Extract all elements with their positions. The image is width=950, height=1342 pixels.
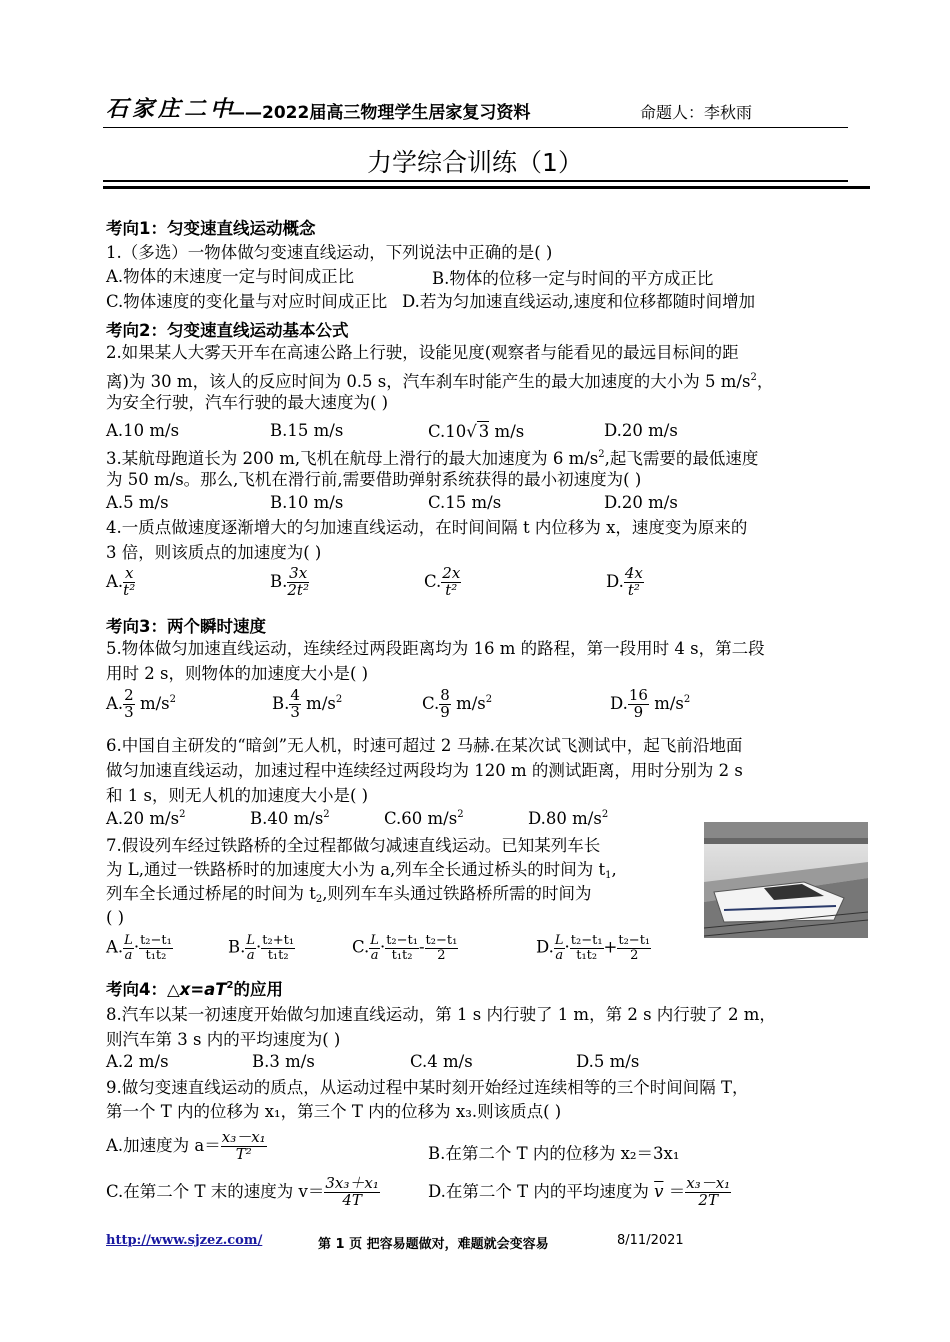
q2-option-a: A.10 m/s <box>106 421 180 440</box>
q3-option-d: D.20 m/s <box>604 493 678 512</box>
q6-option-a: A.20 $m/s^2$ <box>106 809 186 828</box>
q5-option-b: B. $\frac{4}{3}$ $m/s^2$ <box>272 686 343 721</box>
q9-line-2: 第一个 T 内的位移为 x₁，第三个 T 内的位移为 x₃.则该质点( ) <box>106 1102 562 1121</box>
title-rule-thin <box>103 180 848 182</box>
q1-option-d: D.若为匀加速直线运动,速度和位移都随时间增加 <box>402 292 756 311</box>
q9-line-1: 9.做匀变速直线运动的质点，从运动过程中某时刻开始经过连续相等的三个时间间隔 T， <box>106 1078 749 1097</box>
high-speed-train-photo <box>704 822 868 938</box>
school-logo: 石家庄二中 <box>106 96 237 122</box>
q3-option-b: B.10 m/s <box>270 493 344 512</box>
footer-website-link[interactable]: http://www.sjzez.com/ <box>106 1233 263 1248</box>
section-heading-3: 考向3：两个瞬时速度 <box>106 617 266 636</box>
q8-option-a: A.2 m/s <box>106 1052 169 1071</box>
q5-option-d: D. $\frac{16}{9}$ $m/s^2$ <box>610 686 691 721</box>
q7-line-3: 列车全长通过桥尾的时间为 $t_2$,则列车车头通过铁路桥所需的时间为 <box>106 884 592 905</box>
q1-option-c: C.物体速度的变化量与对应时间成正比 <box>106 292 388 311</box>
q3-line-1: 3.某航母跑道长为 200 m,飞机在航母上滑行的最大加速度为 6 $m/s^2$,起飞需要的最低速度 <box>106 449 759 468</box>
q4-option-a: A. $\frac{x}{\text{t²}}$ <box>106 564 136 599</box>
q5-option-c: C. $\frac{8}{9}$ $m/s^2$ <box>422 686 493 721</box>
q9-option-b: B.在第二个 T 内的位移为 x₂＝3x₁ <box>428 1144 680 1163</box>
q7-line-4: ( ) <box>106 908 125 927</box>
q7-option-b: B. $\frac{L}{a}$ · $\frac{\text{t₂+t₁}}{\text{t₁t₂}}$ <box>228 933 295 963</box>
q6-option-c: C.60 $m/s^2$ <box>384 809 464 828</box>
q5-option-a: A. $\frac{2}{3}$ $m/s^2$ <box>106 686 177 721</box>
q4-line-2: 3 倍，则该质点的加速度为( ) <box>106 543 322 562</box>
q3-line-2: 为 50 m/s。那么,飞机在滑行前,需要借助弹射系统获得的最小初速度为( ) <box>106 470 642 489</box>
section-heading-2: 考向2：匀变速直线运动基本公式 <box>106 321 349 340</box>
section-heading-1: 考向1：匀变速直线运动概念 <box>106 219 316 238</box>
sqrt-symbol: √ <box>466 422 477 441</box>
q3-option-c: C.15 m/s <box>428 493 502 512</box>
q9-option-a: A.加速度为 a＝ $\frac{\text{x₃－x₁}}{\text{T²}}$ <box>106 1128 266 1163</box>
q8-option-c: C.4 m/s <box>410 1052 473 1071</box>
q2-line-3: 为安全行驶，汽车行驶的最大速度为( ) <box>106 393 389 412</box>
q4-option-c: C. $\frac{2x}{\text{t²}}$ <box>424 564 461 599</box>
header-author: 命题人：李秋雨 <box>640 103 753 122</box>
section-heading-4: 考向4：$\triangle x=aT^2$的应用 <box>106 980 283 999</box>
q8-line-2: 则汽车第 3 s 内的平均速度为( ) <box>106 1030 341 1049</box>
q7-option-a: A. $\frac{L}{a}$ · $\frac{\text{t₂−t₁}}{\text{t₁t₂}}$ <box>106 933 172 963</box>
q5-line-2: 用时 2 s，则物体的加速度大小是( ) <box>106 664 369 683</box>
q6-line-1: 6.中国自主研发的“暗剑”无人机，时速可超过 2 马赫.在某次试飞测试中，起飞前沿地面 <box>106 736 743 755</box>
q1-option-b: B.物体的位移一定与时间的平方成正比 <box>432 269 714 288</box>
q6-option-b: B.40 $m/s^2$ <box>250 809 330 828</box>
q9-option-d: D.在第二个 T 内的平均速度为 $\overline{v}$ ＝ $\frac{\text{x₃－x₁}}{2T}$ <box>428 1174 731 1209</box>
q2-option-b: B.15 m/s <box>270 421 344 440</box>
q7-line-2: 为 L,通过一铁路桥时的加速度大小为 a,列车全长通过桥头的时间为 $t_1$, <box>106 860 617 881</box>
q5-line-1: 5.物体做匀加速直线运动，连续经过两段距离均为 16 m 的路程，第一段用时 4 s，第二段 <box>106 639 765 658</box>
q6-option-d: D.80 $m/s^2$ <box>528 809 609 828</box>
q3-option-a: A.5 m/s <box>106 493 169 512</box>
q8-option-d: D.5 m/s <box>576 1052 640 1071</box>
q1-option-a: A.物体的末速度一定与时间成正比 <box>106 267 355 286</box>
q2-line-2: 离)为 30 m，该人的反应时间为 0.5 s，汽车刹车时能产生的最大加速度的大小为 5 $m/s^2$， <box>106 372 774 391</box>
q9-option-c: C.在第二个 T 末的速度为 v＝ $\frac{\text{3x₃＋x₁}}{4T}$ <box>106 1174 379 1209</box>
title-rule-thick <box>103 186 870 189</box>
q2-option-c: C.10√ 3 m/s <box>428 422 525 441</box>
q4-option-d: D. $\frac{4x}{\text{t²}}$ <box>606 564 643 599</box>
q4-line-1: 4.一质点做速度逐渐增大的匀加速直线运动，在时间间隔 t 内位移为 x，速度变为原来的 <box>106 518 748 537</box>
q7-option-c: C. $\frac{L}{a}$ · $\frac{\text{t₂−t₁}}{\text{t₁t₂}}$ - $\frac{\text{t₂−t₁}}{2}$ <box>352 933 458 963</box>
header-rule <box>103 127 848 128</box>
q7-option-d: D. $\frac{L}{a}$ · $\frac{\text{t₂−t₁}}{\text{t₁t₂}}$ + $\frac{\text{t₂−t₁}}{2}$ <box>536 933 651 963</box>
footer-page-label: 第 1 页 把容易题做对，难题就会变容易 <box>318 1237 549 1252</box>
q2-option-d: D.20 m/s <box>604 421 678 440</box>
footer-date: 8/11/2021 <box>617 1233 684 1248</box>
q6-line-2: 做匀加速直线运动，加速过程中连续经过两段均为 120 m 的测试距离，用时分别为 2 s <box>106 761 743 780</box>
q7-line-1: 7.假设列车经过铁路桥的全过程都做匀减速直线运动。已知某列车长 <box>106 836 601 855</box>
q8-line-1: 8.汽车以某一初速度开始做匀加速直线运动，第 1 s 内行驶了 1 m，第 2 s 内行驶了 2 m， <box>106 1005 776 1024</box>
header-title: ——2022届高三物理学生居家复习资料 <box>228 103 531 123</box>
q2-line-1: 2.如果某人大雾天开车在高速公路上行驶，设能见度(观察者与能看见的最远目标间的距 <box>106 343 739 362</box>
page-title: 力学综合训练（1） <box>367 148 583 177</box>
q4-option-b: B. $\frac{3x}{\text{2t²}}$ <box>270 564 309 599</box>
q8-option-b: B.3 m/s <box>252 1052 315 1071</box>
q6-line-3: 和 1 s，则无人机的加速度大小是( ) <box>106 786 369 805</box>
q1-stem: 1.（多选）一物体做匀变速直线运动，下列说法中正确的是( ) <box>106 243 553 262</box>
